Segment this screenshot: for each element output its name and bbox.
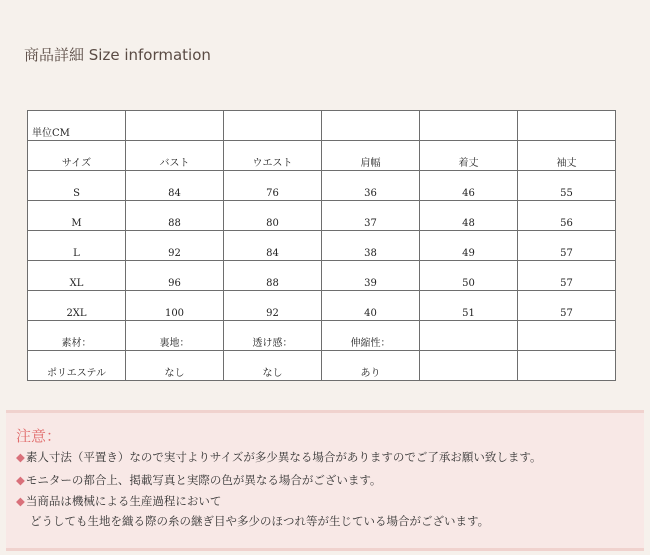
table-row bbox=[28, 261, 616, 291]
table-cell: 単位CM bbox=[28, 111, 126, 141]
table-cell: 57 bbox=[518, 231, 616, 261]
table-row bbox=[28, 321, 616, 351]
table-cell: 素材： bbox=[28, 321, 126, 351]
table-row bbox=[28, 231, 616, 261]
table-cell: ポリエステル bbox=[28, 351, 126, 381]
table-row bbox=[28, 171, 616, 201]
note-line: ◆当商品は機械による生産過程において bbox=[16, 494, 222, 508]
table-cell: 55 bbox=[518, 171, 616, 201]
table-cell: 36 bbox=[322, 171, 420, 201]
table-cell: なし bbox=[224, 351, 322, 381]
table-cell: 92 bbox=[224, 291, 322, 321]
table-cell: ウエスト bbox=[224, 141, 322, 171]
table-cell: 着丈 bbox=[420, 141, 518, 171]
table-cell: 肩幅 bbox=[322, 141, 420, 171]
table-cell: 40 bbox=[322, 291, 420, 321]
table-cell: 96 bbox=[126, 261, 224, 291]
table-cell: 透け感： bbox=[224, 321, 322, 351]
table-cell: 38 bbox=[322, 231, 420, 261]
table-cell: 裏地： bbox=[126, 321, 224, 351]
diamond-bullet-icon: ◆ bbox=[16, 473, 25, 487]
table-cell: 51 bbox=[420, 291, 518, 321]
table-cell bbox=[420, 321, 518, 351]
table-cell: 56 bbox=[518, 201, 616, 231]
table-cell bbox=[518, 321, 616, 351]
table-cell: 100 bbox=[126, 291, 224, 321]
table-cell: 49 bbox=[420, 231, 518, 261]
table-cell: M bbox=[28, 201, 126, 231]
table-cell: バスト bbox=[126, 141, 224, 171]
table-row bbox=[28, 291, 616, 321]
table-cell: サイズ bbox=[28, 141, 126, 171]
table-row bbox=[28, 351, 616, 381]
table-cell: 84 bbox=[126, 171, 224, 201]
table-cell: あり bbox=[322, 351, 420, 381]
note-line: どうしても生地を織る際の糸の継ぎ目や多少のほつれ等が生じている場合がございます。 bbox=[30, 514, 490, 528]
table-cell: 伸縮性： bbox=[322, 321, 420, 351]
table-cell: 2XL bbox=[28, 291, 126, 321]
table-row bbox=[28, 201, 616, 231]
table-cell: 57 bbox=[518, 261, 616, 291]
table-cell: 39 bbox=[322, 261, 420, 291]
table-cell: 46 bbox=[420, 171, 518, 201]
table-cell: XL bbox=[28, 261, 126, 291]
table-row bbox=[28, 111, 616, 141]
note-line: ◆モニターの都合上、掲載写真と実際の色が異なる場合がございます。 bbox=[16, 473, 382, 487]
page-title: 商品詳細 Size information bbox=[24, 46, 211, 64]
table-cell: L bbox=[28, 231, 126, 261]
table-cell: 袖丈 bbox=[518, 141, 616, 171]
diamond-bullet-icon: ◆ bbox=[16, 494, 25, 508]
diamond-bullet-icon: ◆ bbox=[16, 450, 25, 464]
table-cell bbox=[322, 111, 420, 141]
notes-panel bbox=[6, 410, 644, 551]
table-cell bbox=[518, 111, 616, 141]
table-cell: 76 bbox=[224, 171, 322, 201]
table-cell: 80 bbox=[224, 201, 322, 231]
table-cell bbox=[224, 111, 322, 141]
table-cell: 92 bbox=[126, 231, 224, 261]
table-cell bbox=[518, 351, 616, 381]
table-cell bbox=[126, 111, 224, 141]
table-cell: 50 bbox=[420, 261, 518, 291]
table-cell: 57 bbox=[518, 291, 616, 321]
table-cell bbox=[420, 351, 518, 381]
table-cell bbox=[420, 111, 518, 141]
table-cell: 37 bbox=[322, 201, 420, 231]
table-cell: なし bbox=[126, 351, 224, 381]
table-cell: 88 bbox=[224, 261, 322, 291]
table-cell: 48 bbox=[420, 201, 518, 231]
table-cell: S bbox=[28, 171, 126, 201]
table-row bbox=[28, 141, 616, 171]
table-cell: 84 bbox=[224, 231, 322, 261]
note-line: ◆素人寸法（平置き）なので実寸よりサイズが多少異なる場合がありますのでご了承お願い致します。 bbox=[16, 450, 542, 464]
table-cell: 88 bbox=[126, 201, 224, 231]
size-table bbox=[27, 110, 616, 381]
notes-title: 注意： bbox=[16, 427, 62, 445]
